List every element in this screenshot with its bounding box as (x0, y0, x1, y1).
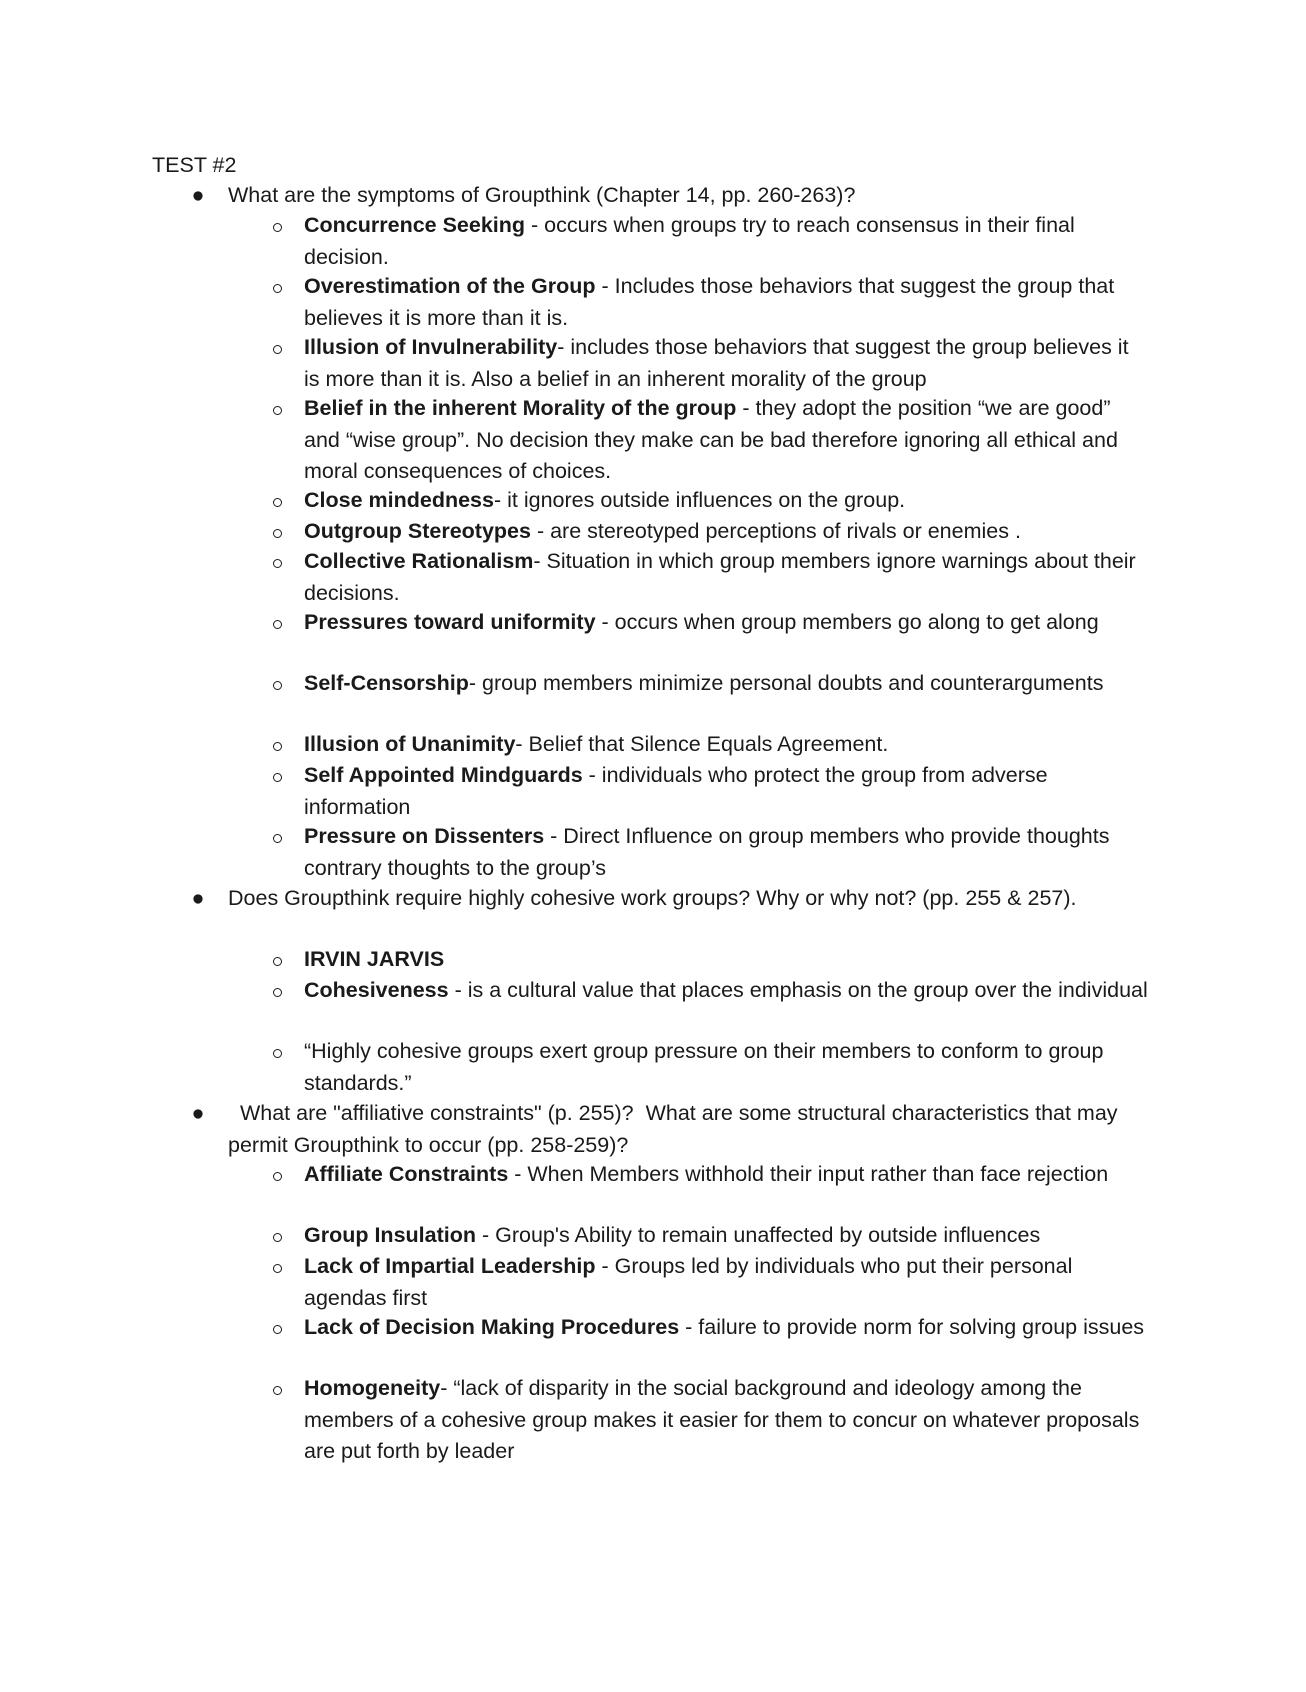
item-term: Lack of Impartial Leadership (304, 1254, 596, 1278)
list-item (304, 821, 1148, 884)
item-desc: - Situation in which group members ignore warnings about their decisions. (304, 549, 1136, 605)
item-desc: - occurs when groups try to reach consensus in their final decision. (304, 213, 1075, 269)
item-desc: “Highly cohesive groups exert group pressure on their members to conform to group standards.” (304, 1039, 1104, 1095)
item-desc: - is a cultural value that places emphasis on the group over the individual (448, 978, 1148, 1002)
circle-bullet-icon (273, 988, 282, 997)
page-title: TEST #2 (152, 153, 237, 177)
item-desc: - they adopt the position “we are good” and “wise group”. No decision they make can be bad therefore ignoring all ethical and moral consequences of choices. (304, 396, 1118, 483)
item-term: Illusion of Invulnerability (304, 335, 558, 359)
circle-bullet-icon (273, 529, 282, 538)
item-desc: - Direct Influence on group members who provide thoughts contrary thoughts to the group’s (304, 824, 1110, 880)
item-desc: - it ignores outside influences on the group. (493, 488, 906, 512)
item-term: Outgroup Stereotypes (304, 519, 531, 543)
circle-bullet-icon (273, 1233, 282, 1242)
item-term: Belief in the inherent Morality of the group (304, 396, 737, 420)
bullet-icon: ● (191, 886, 205, 910)
bullet-icon: ● (191, 183, 205, 207)
item-term: Homogeneity (304, 1376, 441, 1400)
list-item (304, 393, 1148, 488)
item-desc: - occurs when group members go along to get along (595, 610, 1099, 634)
list-item (304, 1220, 1148, 1252)
item-desc: - Group's Ability to remain unaffected by outside influences (476, 1223, 1041, 1247)
list-item (304, 944, 1148, 976)
circle-bullet-icon (273, 559, 282, 568)
list-item (304, 485, 1148, 517)
item-term: IRVIN JARVIS (304, 947, 445, 971)
item-term: Pressures toward uniformity (304, 610, 596, 634)
item-term: Self-Censorship (304, 671, 469, 695)
circle-bullet-icon (273, 773, 282, 782)
item-term: Close mindedness (304, 488, 494, 512)
item-term: Concurrence Seeking (304, 213, 526, 237)
list-item (304, 1036, 1148, 1099)
list-item (304, 607, 1148, 639)
circle-bullet-icon (273, 406, 282, 415)
circle-bullet-icon (273, 1325, 282, 1334)
circle-bullet-icon (273, 1049, 282, 1058)
list-item (304, 1312, 1148, 1344)
question-1 (191, 180, 1148, 212)
list-item (304, 1373, 1148, 1468)
item-desc: - individuals who protect the group from adverse information (304, 763, 1048, 819)
item-term: Lack of Decision Making Procedures (304, 1315, 680, 1339)
item-desc: - includes those behaviors that suggest the group believes it is more than it is. Also a belief in an inherent morality of the group (304, 335, 1129, 391)
item-desc: - failure to provide norm for solving group issues (679, 1315, 1145, 1339)
item-desc: - When Members withhold their input rather than face rejection (508, 1162, 1109, 1186)
list-item (304, 1251, 1148, 1314)
item-desc: - Includes those behaviors that suggest the group that believes it is more than it is. (304, 274, 1115, 330)
question-text: Does Groupthink require highly cohesive work groups? Why or why not? (pp. 255 & 257). (228, 886, 1077, 910)
list-item (304, 516, 1148, 548)
circle-bullet-icon (273, 498, 282, 507)
circle-bullet-icon (273, 1172, 282, 1181)
circle-bullet-icon (273, 620, 282, 629)
circle-bullet-icon (273, 957, 282, 966)
item-desc: - group members minimize personal doubts and counterarguments (468, 671, 1104, 695)
item-term: Cohesiveness (304, 978, 449, 1002)
item-term: Self Appointed Mindguards (304, 763, 583, 787)
item-desc: - are stereotyped perceptions of rivals or enemies . (530, 519, 1021, 543)
list-item (304, 210, 1148, 273)
item-term: Overestimation of the Group (304, 274, 596, 298)
list-item (304, 1159, 1148, 1191)
item-term: Group Insulation (304, 1223, 476, 1247)
list-item (304, 271, 1148, 334)
question-text: What are the symptoms of Groupthink (Chapter 14, pp. 260-263)? (228, 183, 856, 207)
question-text: What are "affiliative constraints" (p. 255)? What are some structural characteristics that may permit Groupthink to occur (pp. 258-259)? (228, 1101, 1124, 1157)
item-term: Collective Rationalism (304, 549, 534, 573)
item-term: Affiliate Constraints (304, 1162, 509, 1186)
item-term: Illusion of Unanimity (304, 732, 516, 756)
circle-bullet-icon (273, 834, 282, 843)
list-item (304, 760, 1148, 823)
list-item (304, 546, 1148, 609)
circle-bullet-icon (273, 1264, 282, 1273)
circle-bullet-icon (273, 742, 282, 751)
list-item (304, 975, 1148, 1007)
circle-bullet-icon (273, 1386, 282, 1395)
item-desc: - “lack of disparity in the social background and ideology among the members of a cohesive group makes it easier for them to concur on whatever proposals are put forth by leader (304, 1376, 1140, 1463)
circle-bullet-icon (273, 681, 282, 690)
list-item (304, 729, 1148, 761)
question-3 (191, 1098, 1148, 1161)
list-item (304, 332, 1148, 395)
item-desc: - Belief that Silence Equals Agreement. (515, 732, 889, 756)
circle-bullet-icon (273, 284, 282, 293)
item-term: Pressure on Dissenters (304, 824, 545, 848)
item-desc: - Groups led by individuals who put their personal agendas first (304, 1254, 1073, 1310)
question-2 (191, 883, 1148, 915)
list-item (304, 668, 1148, 700)
circle-bullet-icon (273, 223, 282, 232)
circle-bullet-icon (273, 345, 282, 354)
bullet-icon: ● (191, 1101, 205, 1125)
